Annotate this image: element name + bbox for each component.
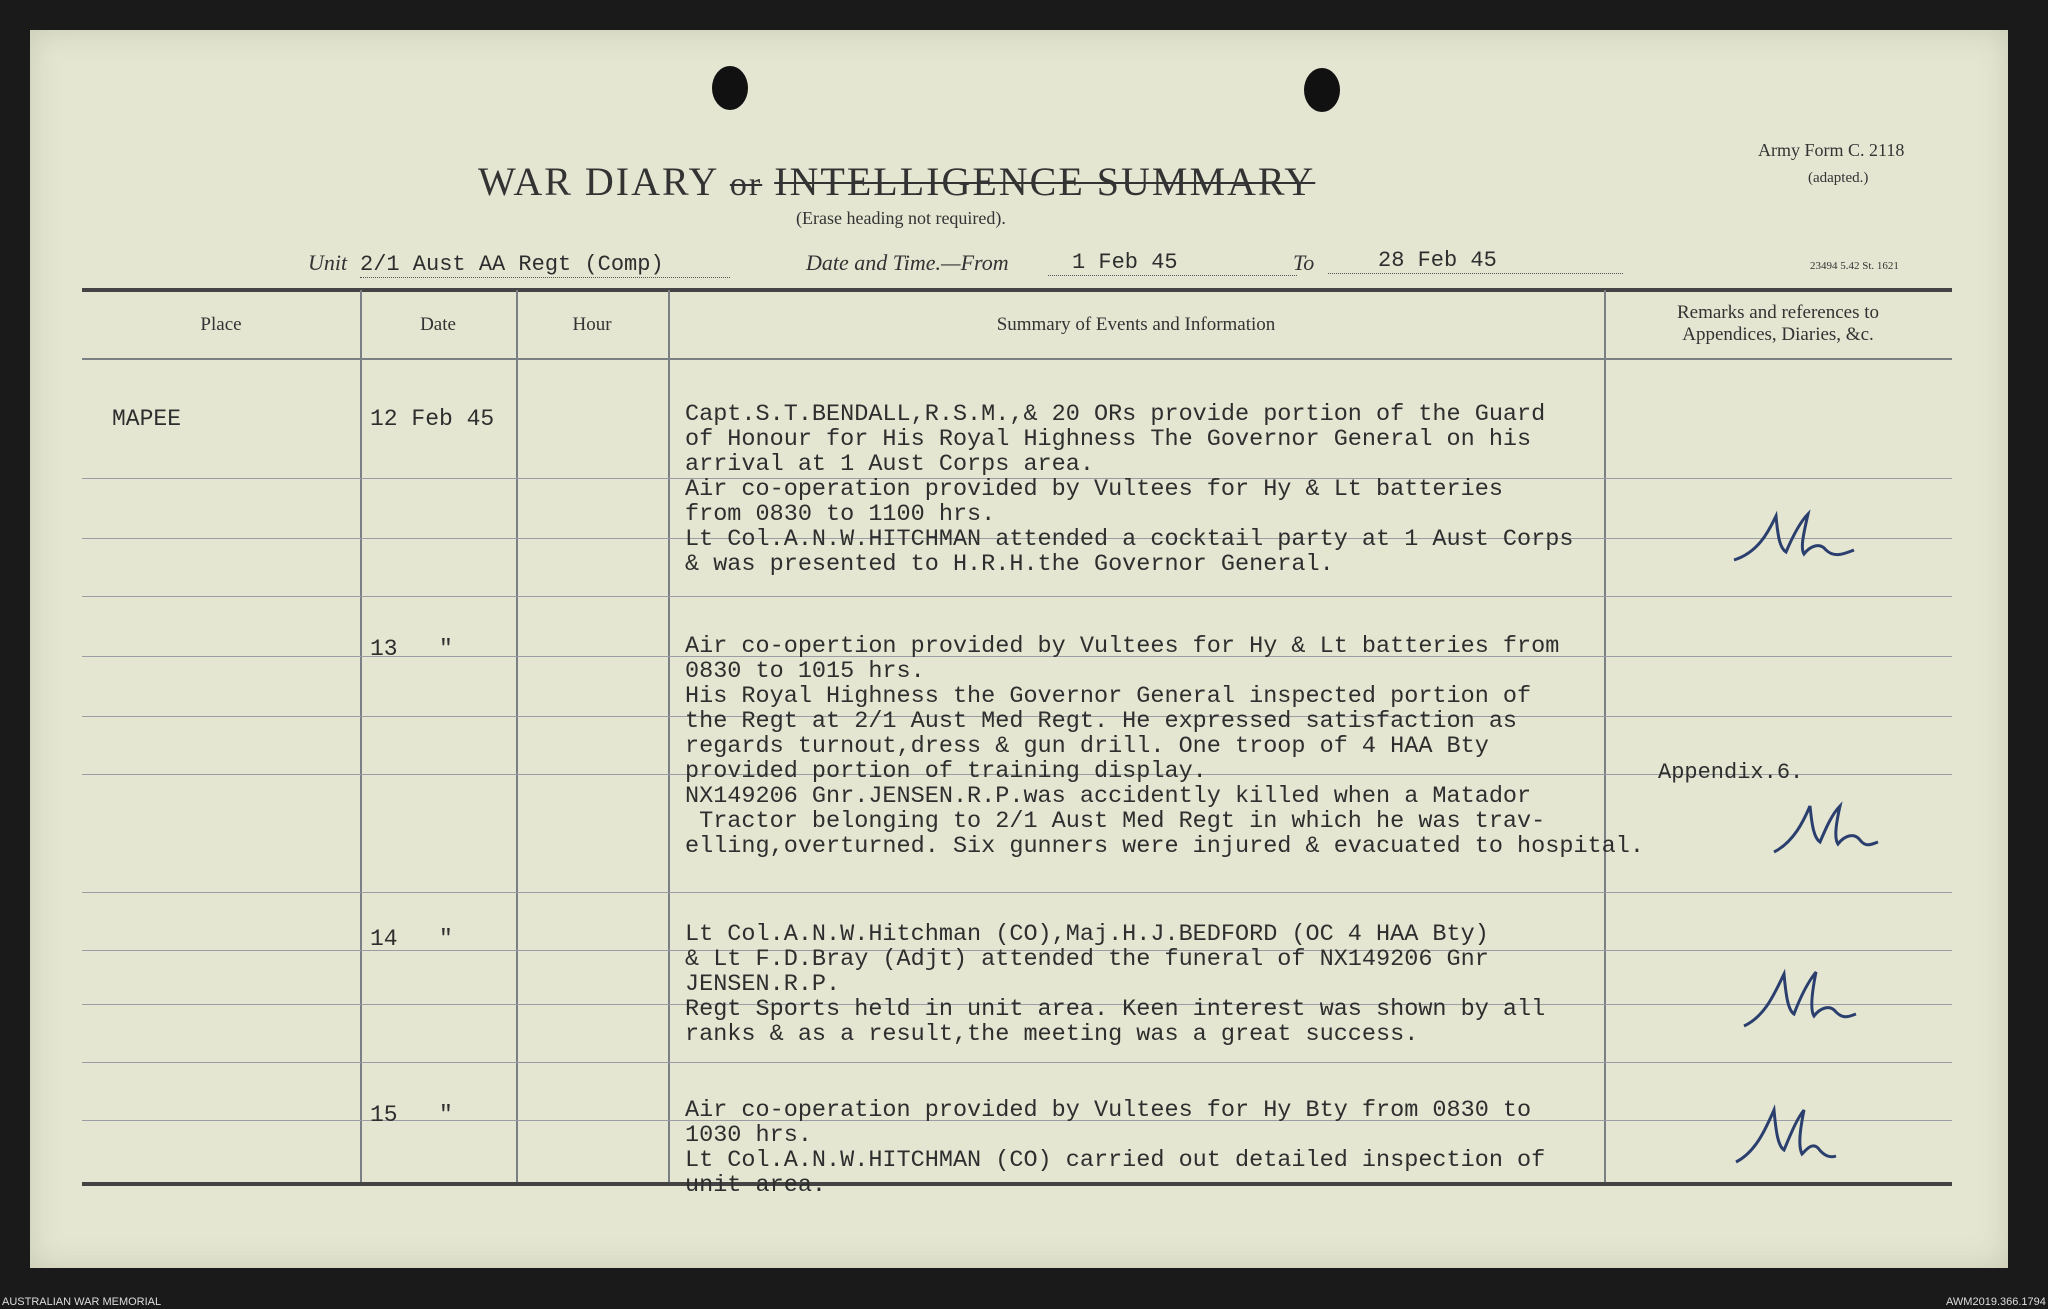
date-from: 1 Feb 45: [1048, 250, 1297, 276]
punch-hole-left: [712, 66, 748, 110]
entry-2-summary: Air co-opertion provided by Vultees for Hy & Lt batteries from 0830 to 1015 hrs. His Royal Highness the Governor General inspected portion of the Regt at 2/1 Aust Med Regt. He expressed satisfaction as regards turnout,dress & gun drill. One troop of 4 HAA Bty provided portion of training display. NX149206 Gnr.JENSEN.R.P.was accidently killed when a Matador Tractor belonging to 2/1 Aust Med Regt in which he was trav- elling,overturned. Six gunners were injured & evacuated to hospital.: [685, 633, 1644, 860]
entry-2-date: 13 ": [370, 636, 453, 662]
entry-1-summary: Capt.S.T.BENDALL,R.S.M.,& 20 ORs provide portion of the Guard of Honour for His Royal Highness The Governor General on his arrival at 1 Aust Corps area. Air co-operation provided by Vultees for Hy & Lt batteries from 0830 to 1100 hrs. Lt Col.A.N.W.HITCHMAN attended a cocktail party at 1 Aust Corps & was presented to H.R.H.the Governor General.: [685, 401, 1574, 578]
erase-note: (Erase heading not required).: [796, 208, 1006, 228]
ruled-line: [82, 1062, 1952, 1063]
to-label: To: [1293, 250, 1315, 275]
punch-hole-right: [1304, 68, 1340, 112]
document-page: [30, 30, 2008, 1268]
unit-value: 2/1 Aust AA Regt (Comp): [360, 252, 730, 278]
ruled-line: [82, 596, 1952, 597]
title-war-diary: WAR DIARY or INTELLIGENCE SUMMARY: [478, 159, 1316, 204]
date-to: 28 Feb 45: [1328, 248, 1623, 274]
footer-accession: AWM2019.366.1794: [1946, 1296, 2046, 1308]
entry-4-summary: Air co-operation provided by Vultees for Hy Bty from 0830 to 1030 hrs. Lt Col.A.N.W.HITCHMAN (CO) carried out detailed inspection of unit area.: [685, 1097, 1546, 1199]
col-divider-3: [668, 290, 670, 1182]
ruled-line: [82, 892, 1952, 893]
title-struck: INTELLIGENCE SUMMARY: [774, 159, 1316, 204]
col-divider-1: [360, 290, 362, 1182]
adapted-label: (adapted.): [1808, 170, 1869, 186]
signature-initials-icon: [1770, 798, 1880, 858]
col-header-date: Date: [420, 314, 456, 335]
signature-initials-icon: [1740, 964, 1860, 1034]
print-code: 23494 5.42 St. 1621: [1810, 260, 1899, 272]
col-header-place: Place: [200, 314, 242, 335]
col-header-summary: Summary of Events and Information: [996, 314, 1276, 335]
col-header-hour: Hour: [572, 314, 612, 335]
entry-3-date: 14 ": [370, 926, 453, 952]
date-time-label: Date and Time.—From: [806, 250, 1009, 275]
entry-2-remarks: Appendix.6.: [1658, 760, 1804, 785]
entry-1-date: 12 Feb 45: [370, 406, 495, 432]
col-divider-2: [516, 290, 518, 1182]
entry-3-summary: Lt Col.A.N.W.Hitchman (CO),Maj.H.J.BEDFORD (OC 4 HAA Bty) & Lt F.D.Bray (Adjt) attended the funeral of NX149206 Gnr JENSEN.R.P. Regt Sports held in unit area. Keen interest was shown by all ranks & as a result,the meeting was a great success.: [685, 921, 1546, 1048]
army-form-label: Army Form C. 2118: [1758, 140, 1905, 160]
entry-4-date: 15 ": [370, 1102, 453, 1128]
footer-credit: AUSTRALIAN WAR MEMORIAL: [2, 1296, 162, 1308]
col-header-remarks: Remarks and references to Appendices, Diaries, &c.: [1676, 302, 1880, 345]
signature-initials-icon: [1730, 508, 1860, 568]
signature-initials-icon: [1732, 1100, 1842, 1170]
entry-1-place: MAPEE: [112, 406, 182, 432]
unit-label: Unit: [308, 250, 348, 275]
table-top-rule: [82, 288, 1952, 292]
header-bottom-rule: [82, 358, 1952, 360]
